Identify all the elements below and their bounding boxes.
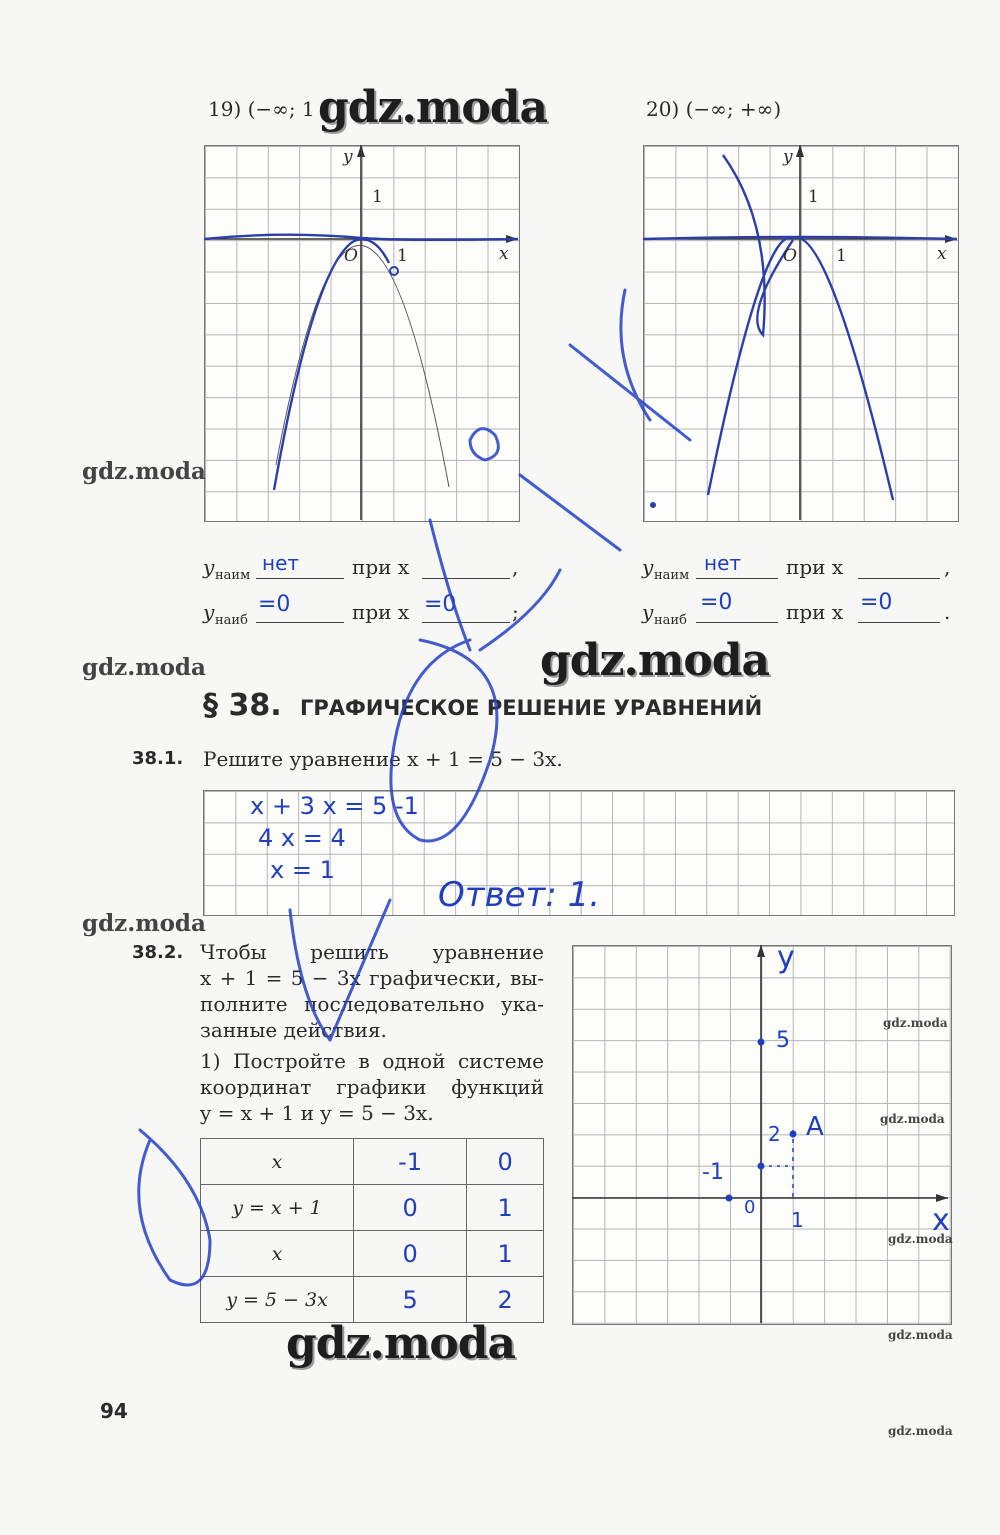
graph-20-origin-label: O <box>783 246 797 266</box>
watermark-top: gdz.moda <box>318 82 548 133</box>
ex19-at-x-1: при x <box>352 555 410 579</box>
solution-line-2: 4 x = 4 <box>258 824 346 852</box>
exercise-20-label: 20) (−∞; +∞) <box>646 97 782 121</box>
graph-20-one-label: 1 <box>808 187 819 207</box>
table-cell-value: -1 <box>354 1139 467 1185</box>
table-cell-label: y = x + 1 <box>201 1185 354 1231</box>
watermark-left-2: gdz.moda <box>82 654 206 681</box>
ex19-ymax-y: y <box>203 600 215 624</box>
watermark-small-4: gdz.moda <box>888 1328 953 1342</box>
task-38-2-line-4: занные действия. <box>200 1018 387 1042</box>
ex20-sep-2: . <box>944 600 951 624</box>
ex20-sep-1: , <box>944 555 951 579</box>
ex19-ymax-value: =0 <box>258 592 291 617</box>
ex19-sep-1: , <box>512 555 519 579</box>
ex20-xmax-value: =0 <box>860 590 893 615</box>
task-38-2-step-1: 1) Постройте в одной системе <box>200 1049 544 1073</box>
ex19-sep-2: ; <box>512 600 519 624</box>
graph-20-one-x-label: 1 <box>836 246 847 266</box>
table-cell-value: 0 <box>354 1185 467 1231</box>
g382-one: 1 <box>791 1208 804 1232</box>
table-cell-label: x <box>201 1139 354 1185</box>
watermark-left-3: gdz.moda <box>82 910 206 937</box>
graph-19-one-x-label: 1 <box>397 246 408 266</box>
table-cell-value: 1 <box>467 1231 544 1277</box>
task-38-2-line-2: x + 1 = 5 − 3x графически, вы- <box>200 966 544 990</box>
task-38-2-step-2: координат графики функций <box>200 1075 544 1099</box>
ex19-at-x-2: при x <box>352 600 410 624</box>
watermark-left-1: gdz.moda <box>82 458 206 485</box>
table-cell-label: x <box>201 1231 354 1277</box>
graph-19-origin-label: O <box>344 246 358 266</box>
ex20-ymin-y: y <box>642 555 654 579</box>
ex19-ymax-sub: наиб <box>215 613 248 628</box>
ex20-ymin-sub: наим <box>654 568 690 583</box>
ex19-xmax-value: =0 <box>424 592 457 617</box>
section-number: § 38. <box>203 688 282 723</box>
ex19-ymin-y: y <box>203 555 215 579</box>
watermark-small-1: gdz.moda <box>883 1016 948 1030</box>
graph-20-y-label: y <box>783 147 793 167</box>
graph-20-x-label: x <box>937 244 947 264</box>
ex20-ymax-sub: наиб <box>654 613 687 628</box>
table-cell-value: 1 <box>467 1185 544 1231</box>
table-cell-value: 0 <box>467 1139 544 1185</box>
answer-text: Ответ: 1. <box>438 875 601 915</box>
task-38-1-number: 38.1. <box>132 748 184 769</box>
ex20-at-x-2: при x <box>786 600 844 624</box>
g382-minus-one: -1 <box>702 1160 724 1185</box>
ex19-ymin-sub: наим <box>215 568 251 583</box>
task-38-1-text: Решите уравнение x + 1 = 5 − 3x. <box>203 747 563 771</box>
watermark-small-2: gdz.moda <box>880 1112 945 1126</box>
solution-line-3: x = 1 <box>270 856 335 884</box>
watermark-middle: gdz.moda <box>540 635 770 686</box>
task-38-2-line-1: Чтобы решить уравнение <box>200 940 544 964</box>
ex20-ymax-y: y <box>642 600 654 624</box>
g382-five: 5 <box>776 1028 790 1053</box>
graph-19-y-label: y <box>343 147 353 167</box>
ex20-at-x-1: при x <box>786 555 844 579</box>
table-cell-value: 5 <box>354 1277 467 1323</box>
watermark-small-5: gdz.moda <box>888 1424 953 1438</box>
table-cell-label: y = 5 − 3x <box>201 1277 354 1323</box>
task-38-2-number: 38.2. <box>132 942 184 963</box>
task-38-2-line-3: полните последовательно ука- <box>200 992 544 1016</box>
page-number: 94 <box>100 1399 128 1423</box>
ex19-ymin-value: нет <box>262 551 300 575</box>
graph-19-x-label: x <box>499 244 509 264</box>
ex20-ymin-value: нет <box>704 551 742 575</box>
g382-point-a: A <box>806 1112 824 1142</box>
task-38-2-step-3: y = x + 1 и y = 5 − 3x. <box>200 1101 434 1125</box>
g382-x-axis: x <box>932 1203 950 1238</box>
g382-y-axis: y <box>777 940 795 975</box>
section-title: ГРАФИЧЕСКОЕ РЕШЕНИЕ УРАВНЕНИЙ <box>300 696 763 720</box>
g382-two: 2 <box>768 1122 781 1146</box>
solution-line-1: x + 3 x = 5 -1 <box>250 792 419 820</box>
table-cell-value: 0 <box>354 1231 467 1277</box>
watermark-bottom: gdz.moda <box>286 1318 516 1369</box>
table-cell-value: 2 <box>467 1277 544 1323</box>
watermark-small-3: gdz.moda <box>888 1232 953 1246</box>
g382-zero: 0 <box>744 1197 756 1218</box>
ex20-ymax-value: =0 <box>700 590 733 615</box>
graph-19-one-label: 1 <box>372 187 383 207</box>
exercise-19-label: 19) (−∞; 1 <box>208 97 315 121</box>
